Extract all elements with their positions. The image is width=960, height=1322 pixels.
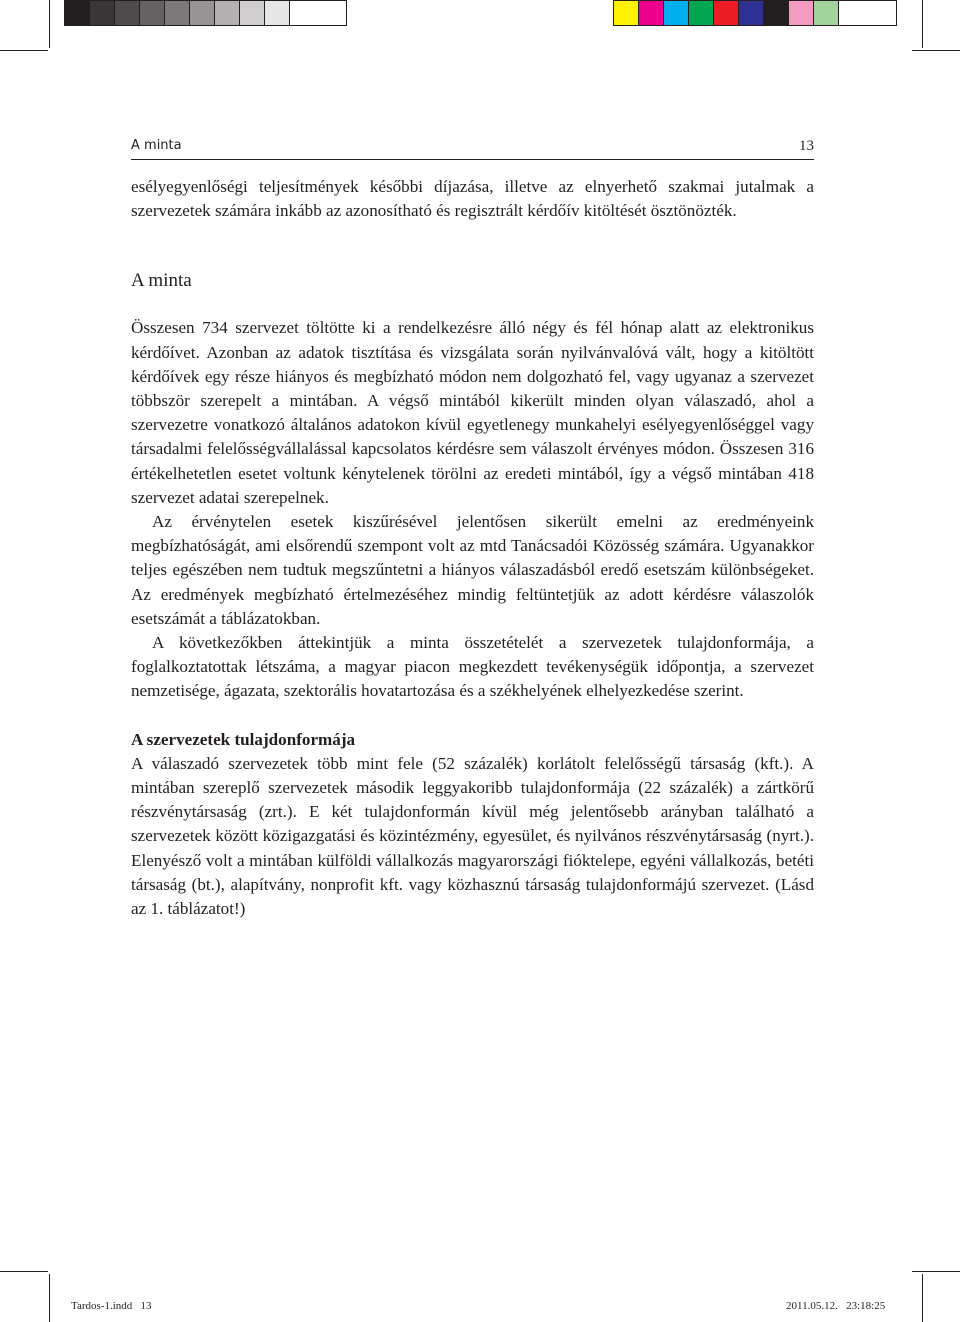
color-swatch <box>664 1 689 25</box>
color-swatch <box>165 1 190 25</box>
running-header-title: A minta <box>131 138 182 153</box>
crop-mark <box>0 50 48 51</box>
color-swatch <box>689 1 714 25</box>
color-swatch <box>190 1 215 25</box>
section-minta-paragraph-1: Összesen 734 szervezet töltötte ki a rendelkezésre álló négy és fél hónap alatt az elektronikus kérdőívet. Azonban az adatok tisztítása és vizsgálata során nyilvánvalóvá vált, hogy a kitöltött kérdőívek egy része hiányos és megbízható módon nem dolgozható fel, vagy ugyanaz a szervezet többször szerepelt a mintában. A végső mintából kikerült minden olyan válaszadó, ahol a szervezetre vonatkozó általános adatokon kívül egyetlenegy munkahelyi esélyegyenlőséggel vagy társadalmi felelősségvállalással kapcsolatos kérdésre sem válaszolt érvényes módon. Összesen 316 értékelhetetlen esetet voltunk kénytelenek törölni az eredeti mintából, így a végső mintában 418 szervezet adatai szerepelnek. <box>131 318 814 507</box>
section-minta-paragraph-2: Az érvénytelen esetek kiszűrésével jelentősen sikerült emelni az eredményeink megbízhatóságát, ami elsőrendű szempont volt az mtd Tanácsadói Közösség számára. Ugyanakkor teljes egészében nem tudtuk megszűntetni a hiányos válaszadásból eredő esetszám különbségeket. Az eredmények megbízható értelmezéséhez mindig feltüntetjük az adott kérdésre válaszolók esetszámát a táblázatokban. <box>131 512 814 628</box>
color-swatch <box>90 1 115 25</box>
color-swatch <box>290 1 315 25</box>
intro-paragraph: esélyegyenlőségi teljesítmények későbbi díjazása, illetve az elnyerhető szakmai jutalmak a szervezetek számára inkább az azonosítható és regisztrált kérdőív kitöltését ösztönözték. <box>131 177 814 221</box>
color-swatch <box>814 1 839 25</box>
crop-mark <box>49 1274 50 1322</box>
section-heading-minta: A minta <box>131 270 192 292</box>
color-swatch <box>639 1 664 25</box>
grayscale-calibration-bar <box>64 0 347 26</box>
crop-mark <box>0 1271 48 1272</box>
section-heading-tulajdonforma: A szervezetek tulajdonformája <box>131 729 356 749</box>
color-swatch <box>764 1 789 25</box>
crop-mark <box>922 0 923 48</box>
section-minta-paragraph-3: A következőkben áttekintjük a minta összetételét a szervezetek tulajdonformája, a foglalkoztatottak létszáma, a magyar piacon megkezdett tevékenységük időpontja, a szervezet nemzetisége, ágazata, szektorális hovatartozása és a székhelyének elhelyezkedése szerint. <box>131 633 814 701</box>
color-calibration-bar <box>613 0 897 26</box>
color-swatch <box>215 1 240 25</box>
color-swatch <box>65 1 90 25</box>
file-slug: Tardos-1.indd 13 <box>71 1300 152 1312</box>
color-swatch <box>789 1 814 25</box>
timestamp-slug: 2011.05.12. 23:18:25 <box>786 1300 886 1312</box>
crop-mark <box>922 1274 923 1322</box>
page-body <box>131 175 814 921</box>
color-swatch <box>739 1 764 25</box>
section-tulajdonforma-paragraph-1: A válaszadó szervezetek több mint fele (52 százalék) korlátolt felelősségű társaság (kft.). A mintában szereplő szervezetek második leggyakoribb tulajdonformája (22 százalék) a zártkörű részvénytársaság (zrt.). E két tulajdonformán kívül még jelentősebb arányban található a szervezetek között közigazgatási és közintézmény, egyesület, és nyilvános részvénytársaság (nyrt.). Elenyésző volt a mintában külföldi vállalkozás magyarországi fióktelepe, egyéni vállalkozás, betéti társaság (bt.), alapítvány, nonprofit kft. vagy közhasznú társaság tulajdonformájú szervezet. (Lásd az 1. táblázatot!) <box>131 753 814 919</box>
crop-mark <box>49 0 50 48</box>
color-swatch <box>614 1 639 25</box>
running-header <box>131 138 814 158</box>
color-swatch <box>115 1 140 25</box>
page-number: 13 <box>799 138 814 154</box>
crop-mark <box>912 1271 960 1272</box>
color-swatch <box>240 1 265 25</box>
header-rule <box>131 159 814 160</box>
crop-mark <box>912 50 960 51</box>
color-swatch <box>714 1 739 25</box>
color-swatch <box>839 1 864 25</box>
color-swatch <box>140 1 165 25</box>
color-swatch <box>265 1 290 25</box>
